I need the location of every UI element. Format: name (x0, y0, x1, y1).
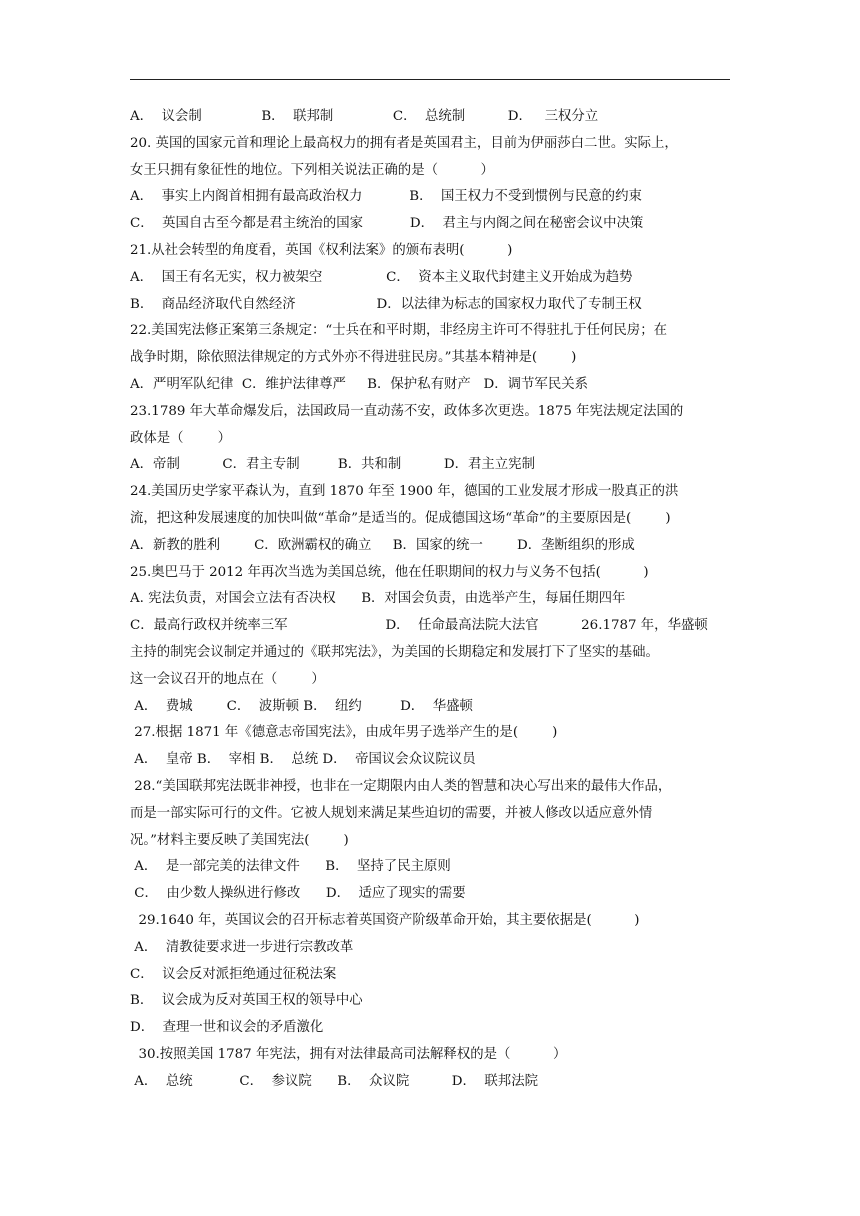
text-line: A． 费城 C． 波斯顿 B． 纽约 D． 华盛顿 (130, 698, 473, 714)
text-line: A．严明军队纪律 C．维护法律尊严 B．保护私有财产 D．调节军民关系 (130, 376, 588, 392)
text-line: A．帝制 C．君主专制 B．共和制 D．君主立宪制 (130, 457, 535, 473)
text-line: A． 议会制 B． 联邦制 C． 总统制 D． 三权分立 (130, 109, 599, 124)
text-line: 29.1640 年，英国议会的召开标志着英国资产阶级革命开始，其主要依据是( ) (130, 912, 640, 928)
text-line: A． 事实上内阁首相拥有最高政治权力 B． 国王权力不受到惯例与民意的约束 (130, 189, 642, 205)
text-line: 主持的制宪会议制定并通过的《联邦宪法》，为美国的长期稳定和发展打下了坚实的基础。 (130, 644, 659, 660)
text-line: C．最高行政权并统率三军 D． 任命最高法院大法官 26.1787 年，华盛顿 (130, 618, 708, 634)
text-line: 流，把这种发展速度的加快叫做“革命”是适当的。促成德国这场“革命”的主要原因是( ) (130, 510, 671, 526)
text-line: 28.“美国联邦宪法既非神授，也非在一定期限内由人类的智慧和决心写出来的最伟大作品， (130, 778, 672, 794)
text-line: 女王只拥有象征性的地位。下列相关说法正确的是（ ） (130, 162, 494, 178)
text-line: 这一会议召开的地点在（ ） (130, 671, 325, 687)
text-line: B． 商品经济取代自然经济 D．以法律为标志的国家权力取代了专制王权 (130, 296, 642, 312)
text-line: 20. 英国的国家元首和理论上最高权力的拥有者是英国君主，目前为伊丽莎白二世。实际上， (130, 135, 678, 151)
text-line: C． 由少数人操纵进行修改 D． 适应了现实的需要 (130, 886, 466, 902)
text-line: A. 宪法负责，对国会立法有否决权 B．对国会负责，由选举产生，每届任期四年 (130, 591, 626, 607)
text-line: 战争时期，除依照法律规定的方式外亦不得进驻民房。”其基本精神是( ) (130, 350, 577, 366)
text-line: A． 国王有名无实，权力被架空 C． 资本主义取代封建主义开始成为趋势 (130, 269, 633, 285)
text-line: C． 议会反对派拒绝通过征税法案 (130, 966, 337, 982)
header-rule (130, 79, 730, 80)
text-line: 25.奥巴马于 2012 年再次当选为美国总统，他在任职期间的权力与义务不包括( ) (130, 564, 649, 580)
text-line: 况。”材料主要反映了美国宪法( ) (130, 832, 349, 848)
text-line: 24.美国历史学家平森认为，直到 1870 年至 1900 年，德国的工业发展才形成一股真正的洪 (130, 484, 679, 500)
text-line: 21.从社会转型的角度看，英国《权利法案》的颁布表明( ) (130, 242, 513, 258)
text-line: 政体是（ ） (130, 430, 232, 446)
text-line: A．新教的胜利 C．欧洲霸权的确立 B．国家的统一 D．垄断组织的形成 (130, 537, 635, 553)
text-line: A． 清教徒要求进一步进行宗教改革 (130, 939, 354, 955)
text-line: A． 皇帝 B． 宰相 B． 总统 D． 帝国议会众议院议员 (130, 752, 476, 768)
question-text-block (130, 104, 732, 1095)
text-line: 而是一部实际可行的文件。它被人规划来满足某些迫切的需要，并被人修改以适应意外情 (130, 805, 653, 821)
text-line: 23.1789 年大革命爆发后，法国政局一直动荡不安，政体多次更迭。1875 年宪法规定法国的 (130, 403, 684, 419)
text-line: 22.美国宪法修正案第三条规定：“士兵在和平时期，非经房主许可不得驻扎于任何民房；在 (130, 323, 667, 339)
text-line: B． 议会成为反对英国王权的领导中心 (130, 993, 363, 1009)
text-line: 27.根据 1871 年《德意志帝国宪法》，由成年男子选举产生的是( ) (130, 725, 558, 741)
text-line: 30.按照美国 1787 年宪法，拥有对法律最高司法解释权的是（ ） (130, 1046, 567, 1062)
text-line: C． 英国自古至今都是君主统治的国家 D． 君主与内阁之间在秘密会议中决策 (130, 216, 644, 232)
text-line: A． 是一部完美的法律文件 B． 坚持了民主原则 (130, 859, 451, 875)
text-line: A． 总统 C． 参议院 B． 众议院 D． 联邦法院 (130, 1073, 538, 1089)
text-line: D． 查理一世和议会的矛盾激化 (130, 1020, 324, 1036)
